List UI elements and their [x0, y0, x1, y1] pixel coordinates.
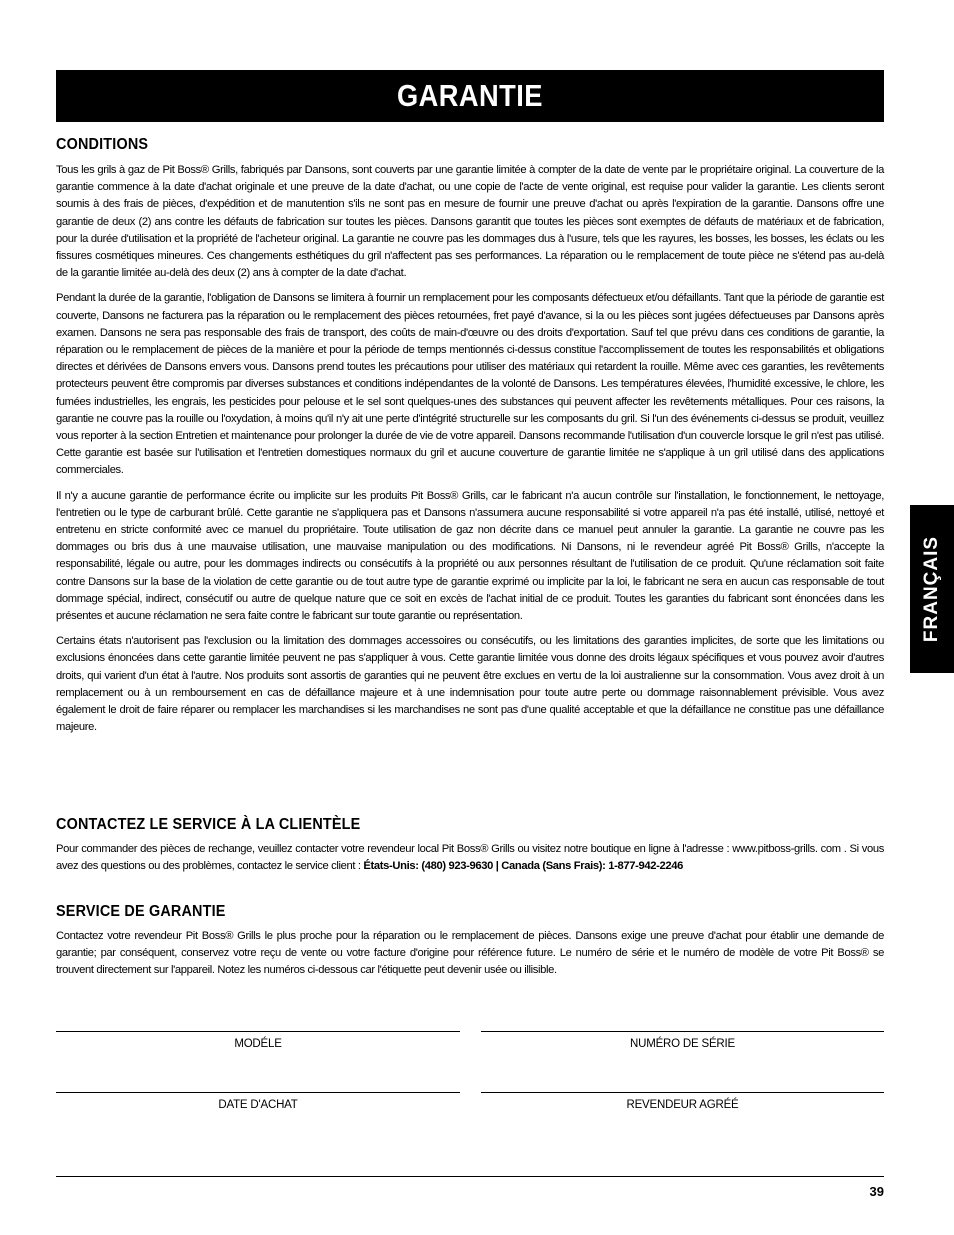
model-field-line[interactable]	[56, 1031, 460, 1032]
conditions-section	[56, 136, 884, 745]
dealer-field-label: REVENDEUR AGRÉÉ	[626, 1099, 739, 1111]
language-tab-label: FRANÇAIS	[921, 535, 943, 643]
serial-field-label: NUMÉRO DE SÉRIE	[630, 1038, 735, 1050]
service-heading: SERVICE DE GARANTIE	[56, 903, 226, 920]
contact-paragraph	[56, 841, 884, 875]
service-paragraph: Contactez votre revendeur Pit Boss® Grills le plus proche pour la réparation ou le remplacement de pièces. Dansons exige une preuve d'achat pour établir une demande de garantie; par conséquent, conservez votre reçu de vente ou votre facture d'origine pour référence future. Le numéro de série et le numéro de modèle de votre Pit Boss® se trouvent directement sur l'appareil. Notez les numéros ci-dessous car l'étiquette peut devenir usée ou illisible.	[56, 930, 884, 977]
page-title-bar	[56, 70, 884, 122]
conditions-heading: CONDITIONS	[56, 136, 149, 153]
warranty-service-section	[56, 903, 884, 980]
conditions-paragraph-2: Pendant la durée de la garantie, l'obligation de Dansons se limitera à fournir un remplacement pour les composants défectueux et/ou défaillants. Tant que la période de garantie est couverte, Dansons ne facturera pas la réparation ou le remplacement des pièces retournées, fret payé d'avance, si la ou les pièces sont jugées défectueuses par Dansons après examen. Dansons ne sera pas responsable des frais de transport, des coûts de main-d'œuvre ou des droits d'exportation. Sauf tel que prévu dans ces conditions de garantie, la réparation ou le remplacement de pièces de la manière et pour la période de temps mentionnés ci-dessus constitue l'accomplissement de toutes les responsabilités et obligations directes et dérivées de Dansons envers vous. Dansons prend toutes les précautions pour utiliser des matériaux qui retardent la rouille. Même avec ces garanties, les revêtements protecteurs peuvent être compromis par diverses substances et conditions indépendantes de la volonté de Dansons. Les températures élevées, l'humidité excessive, le chlore, les fumées industrielles, les engrais, les pesticides pour pelouse et le sel sont quelques-unes des substances qui peuvent affecter les revêtements métalliques. Pour ces raisons, la garantie ne couvre pas la rouille ou l'oxydation, à moins qu'il n'y ait une perte d'intégrité structurelle sur les composants du gril. Si l'un des événements ci-dessus se produit, veuillez vous reporter à la section Entretien et maintenance pour prolonger la durée de vie de votre appareil. Dansons recommande l'utilisation d'un couvercle lorsque le gril n'est pas utilisé. Cette garantie est basée sur l'utilisation et l'entretien domestiques normaux du gril et aucune couverture de garantie limitée ne s'applique à un gril utilisé dans des applications commerciales.	[56, 292, 884, 477]
conditions-paragraph-3: Il n'y a aucune garantie de performance écrite ou implicite sur les produits Pit Boss® Grills, car le fabricant n'a aucun contrôle sur l'installation, le fonctionnement, le nettoyage, l'entretien ou le type de carburant brûlé. Cette garantie ne s'appliquera pas et Dansons n'assumera aucune responsabilité si votre appareil n'a pas été installé, utilisé, nettoyé et entretenu en stricte conformité avec ce manuel du propriétaire. Toute utilisation de gaz non décrite dans ce manuel peut annuler la garantie. La garantie ne couvre pas les dommages ou bris dus à une mauvaise utilisation, une mauvaise manipulation ou des modifications. Ni Dansons, ni le revendeur agréé Pit Boss® Grills, n'accepte la responsabilité, légale ou autre, pour les dommages indirects ou consécutifs à la propriété ou aux personnes résultant de l'utilisation de ce produit. Qu'une réclamation soit faite contre Dansons sur la base de la violation de cette garantie ou de tout autre type de garantie exprimé ou implicite par la loi, le fabricant ne sera en aucun cas responsable de tout dommage spécial, indirect, consécutif ou autre de quelque nature que ce soit en excès de l'achat initial de ce produit. Toutes les garanties du fabricant sont énoncées dans les présentes et aucune réclamation ne sera faite contre le fabricant sur toute garantie ou représentation.	[56, 489, 884, 623]
page-title: GARANTIE	[397, 78, 543, 113]
model-field-label: MODÉLE	[234, 1038, 282, 1050]
footer-divider	[56, 1176, 884, 1177]
contact-text: Pour commander des pièces de rechange, veuillez contacter votre revendeur local Pit Boss® Grills ou visitez notre boutique en ligne à l'adresse : www.pitboss-grills. com . Si vous avez des questions ou des problèmes, contactez le service client :	[56, 843, 884, 873]
serial-field-line[interactable]	[481, 1031, 884, 1032]
contact-section	[56, 816, 884, 875]
contact-heading: CONTACTEZ LE SERVICE À LA CLIENTÈLE	[56, 816, 361, 833]
contact-phone-numbers: États-Unis: (480) 923-9630 | Canada (Sans Frais): 1-877-942-2246	[363, 860, 684, 873]
conditions-paragraph-4: Certains états n'autorisent pas l'exclusion ou la limitation des dommages accessoires ou consécutifs, ou les limitations des garanties implicites, de sorte que les limitations ou exclusions énoncées dans cette garantie limitée peuvent ne pas s'appliquer à vous. Cette garantie limitée vous donne des droits légaux spécifiques et vous pouvez avoir d'autres droits, qui varient d'un état à l'autre. Nos produits sont assortis de garanties qui ne peuvent être exclues en vertu de la loi australienne sur la consommation. Vous avez droit à un remplacement ou à un remboursement en cas de défaillance majeure et à une indemnisation pour toute autre perte ou dommage raisonnablement prévisible. Vous avez également le droit de faire réparer ou remplacer les marchandises si les marchandises ne sont pas d'une qualité acceptable et que la défaillance ne constitue pas une défaillance majeure.	[56, 635, 884, 734]
conditions-paragraph-1: Tous les grils à gaz de Pit Boss® Grills, fabriqués par Dansons, sont couverts par une garantie limitée à compter de la date de vente par le propriétaire original. La couverture de la garantie commence à la date d'achat originale et une preuve de la date d'achat, ou une copie de l'acte de vente original, est requise pour valider la garantie. Les clients seront soumis à des frais de pièces, d'expédition et de manutention s'ils ne sont pas en mesure de fournir une preuve d'achat ou après l'expiration de la garantie. Dansons offre une garantie de deux (2) ans contre les défauts de fabrication sur toutes les pièces. Dansons garantit que toutes les pièces sont exemptes de défauts de matériaux et de fabrication, pour la durée d'utilisation et la propriété de l'acheteur original. La garantie ne couvre pas les dommages dus à l'usure, tels que les rayures, les bosses, les bosses, les éclats ou les fissures cosmétiques mineures. Ces changements esthétiques du gril n'affectent pas ses performances. La réparation ou le remplacement de toute pièce ne s'étend pas au-delà de la garantie limitée au-delà des deux (2) ans à compter de la date d'achat.	[56, 164, 884, 280]
page-number: 39	[869, 1184, 884, 1199]
purchase-date-field-line[interactable]	[56, 1092, 460, 1093]
language-side-tab	[910, 505, 954, 673]
dealer-field-line[interactable]	[481, 1092, 884, 1093]
purchase-date-field-label: DATE D'ACHAT	[218, 1099, 298, 1111]
